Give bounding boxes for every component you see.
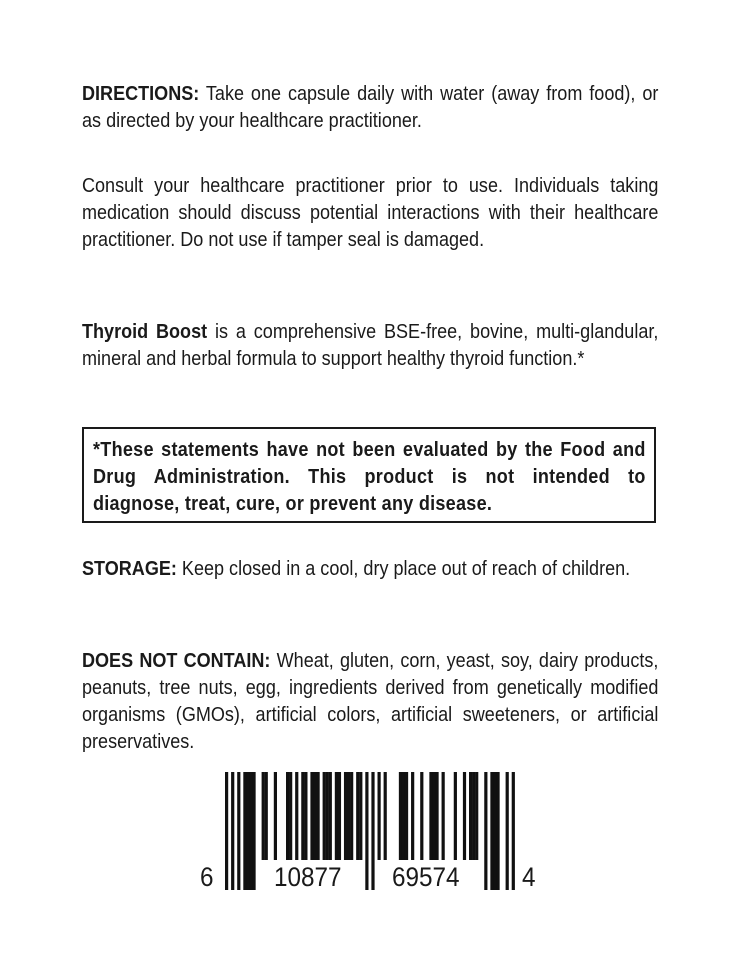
barcode-bar	[347, 772, 350, 860]
barcode-bar	[484, 772, 487, 890]
barcode-bar	[472, 772, 475, 860]
barcode-bar	[252, 772, 255, 890]
directions-paragraph	[82, 80, 658, 134]
barcode-bar	[405, 772, 408, 860]
disclaimer-text: *These statements have not been evaluated by the Food and Drug Administration. This product is not intended to diagnose, treat, cure, or prevent any disease.	[93, 438, 646, 515]
barcode-bar	[237, 772, 240, 890]
barcode-right-digits: 69574	[392, 862, 460, 892]
barcode-bar	[402, 772, 405, 860]
product-name: Thyroid Boost	[82, 320, 208, 343]
barcode-bar	[249, 772, 252, 890]
barcode-bar	[231, 772, 234, 890]
barcode-bar	[265, 772, 268, 860]
barcode-bar	[295, 772, 298, 860]
barcode-bar	[344, 772, 347, 860]
barcode-bar	[310, 772, 313, 860]
consult-text: Consult your healthcare practitioner prior to use. Individuals taking medication should discuss potential interactions with their healthcare practitioner. Do not use if tamper seal is damaged.	[82, 174, 659, 251]
directions-label: DIRECTIONS:	[82, 82, 200, 105]
barcode-bar	[329, 772, 332, 860]
barcode-bar	[301, 772, 304, 860]
barcode-bar	[411, 772, 414, 860]
consult-paragraph	[82, 172, 658, 253]
barcode-bar	[289, 772, 292, 860]
storage-paragraph	[82, 555, 658, 582]
barcode-bar	[454, 772, 457, 860]
barcode-bar	[274, 772, 277, 860]
barcode-bar	[262, 772, 265, 860]
barcode-bar	[429, 772, 432, 860]
storage-label: STORAGE:	[82, 557, 177, 580]
barcode-bar	[463, 772, 466, 860]
barcode-bar	[338, 772, 341, 860]
barcode-bar	[326, 772, 329, 860]
barcode-bar	[359, 772, 362, 860]
barcode-bar	[493, 772, 496, 890]
barcode-number-system-digit: 6	[200, 862, 214, 892]
barcode-bar	[435, 772, 438, 860]
barcode-bar	[399, 772, 402, 860]
storage-text: Keep closed in a cool, dry place out of reach of children.	[181, 557, 631, 580]
barcode-bar	[469, 772, 472, 860]
barcode-bar	[384, 772, 387, 860]
barcode-bar	[313, 772, 316, 860]
barcode-bar	[490, 772, 493, 890]
barcode-bar	[335, 772, 338, 860]
barcode-left-digits: 10877	[274, 862, 342, 892]
barcode-bar	[420, 772, 423, 860]
product-description-paragraph	[82, 318, 658, 372]
barcode-bar	[512, 772, 515, 890]
barcode-bar	[378, 772, 381, 860]
barcode-bar	[442, 772, 445, 860]
barcode-bar	[243, 772, 246, 890]
upc-barcode	[200, 770, 545, 895]
barcode-bar	[304, 772, 307, 860]
barcode-bar	[246, 772, 249, 890]
does-not-contain-paragraph	[82, 647, 658, 755]
does-not-contain-label: DOES NOT CONTAIN:	[82, 649, 271, 672]
barcode-bar	[286, 772, 289, 860]
barcode-bar	[356, 772, 359, 860]
barcode-bar	[475, 772, 478, 860]
barcode-bar	[365, 772, 368, 890]
barcode-bar	[371, 772, 374, 890]
barcode-bar	[496, 772, 499, 890]
barcode-bar	[506, 772, 509, 890]
directions-text: Take one capsule daily with water (away from food), or as directed by your healthcare practitioner.	[82, 82, 659, 132]
barcode-bar	[432, 772, 435, 860]
barcode-check-digit: 4	[522, 862, 536, 892]
does-not-contain-text: Wheat, gluten, corn, yeast, soy, dairy products, peanuts, tree nuts, egg, ingredients derived from genetically modified organisms (GMOs), artificial colors, artificial sweeteners, or artificial preservatives.	[82, 649, 659, 753]
barcode-bar	[350, 772, 353, 860]
barcode-bar	[323, 772, 326, 860]
barcode-bar	[225, 772, 228, 890]
product-description-text: is a comprehensive BSE-free, bovine, multi-glandular, mineral and herbal formula to support healthy thyroid function.*	[82, 320, 659, 370]
barcode-bar	[317, 772, 320, 860]
